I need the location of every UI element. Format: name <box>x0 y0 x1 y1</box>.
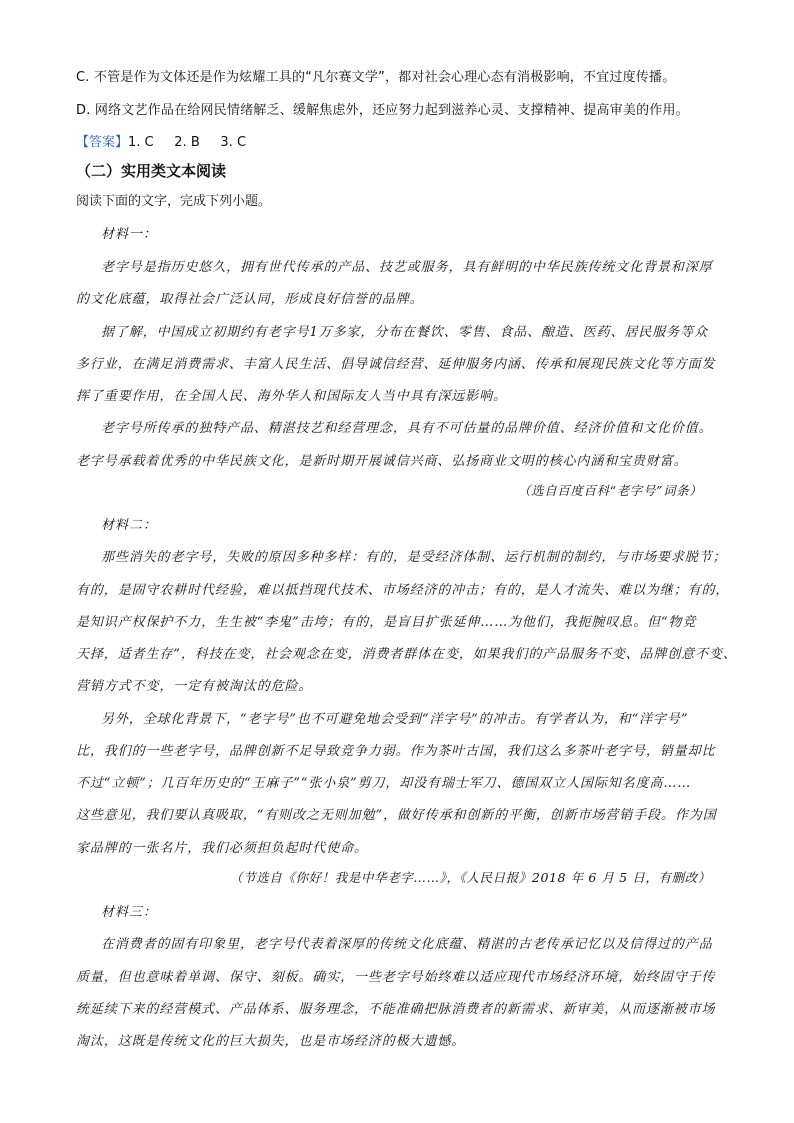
material1-line: 挥了重要作用，在全国人民、海外华人和国际友人当中具有深远影响。 <box>76 389 507 404</box>
material1-line: 老字号是指历史悠久，拥有世代传承的产品、技艺或服务，具有鲜明的中华民族传统文化背景和深厚 <box>101 260 713 275</box>
material3-line: 质量，但也意味着单调、保守、刻板。确实，一些老字号始终难以适应现代市场经济环境，始终固守于传 <box>76 970 716 985</box>
material2-line: 这些意见，我们要认真吸取，“有则改之无则加勉”，做好传承和创新的平衡，创新市场营销手段。作为国 <box>76 808 717 823</box>
material2-line: 比，我们的一些老字号，品牌创新不足导致竞争力弱。作为茶叶古国，我们这么多茶叶老字号，销量却比 <box>76 744 716 759</box>
material2-line: 那些消失的老字号，失败的原因多种多样：有的，是受经济体制、运行机制的制约，与市场要求脱节； <box>101 550 727 565</box>
material3-line: 在消费者的固有印象里，老字号代表着深厚的传统文化底蕴、精湛的古老传承记忆以及信得过的产品 <box>101 937 713 952</box>
section-title: （二）实用类文本阅读 <box>76 162 227 180</box>
material3-label: 材料三： <box>101 905 158 920</box>
material3-line: 统延续下来的经营模式、产品体系、服务理念，不能准确把脉消费者的新需求、新审美，从而逐渐被市场 <box>76 1002 716 1017</box>
material2-line: 家品牌的一张名片，我们必须担负起时代使命。 <box>76 841 368 856</box>
material2-source: （节选自《你好！我是中华老字……》，《人民日报》2018 年 6 月 5 日，有删改） <box>230 870 711 885</box>
material2-line: 另外，全球化背景下，“老字号”也不可避免地会受到“洋字号”的冲击。有学者认为，和“洋字号” <box>101 712 689 727</box>
material2-line: 不过“立顿”；几百年历史的“王麻子”“张小泉”剪刀，却没有瑞士军刀、德国双立人国际知名度高…… <box>76 776 692 791</box>
material2-line: 是知识产权保护不力，生生被“李鬼”击垮；有的，是盲目扩张延伸……为他们，我扼腕叹息。但“物竞 <box>76 615 697 630</box>
material2-line: 天择，适者生存”，科技在变，社会观念在变，消费者群体在变，如果我们的产品服务不变、品牌创意不变、 <box>76 647 737 662</box>
material3-line: 淘汰，这既是传统文化的巨大损失，也是市场经济的极大遗憾。 <box>76 1034 466 1049</box>
answer-line <box>76 131 246 150</box>
material1-line: 据了解，中国成立初期约有老字号1万多家，分布在餐饮、零售、食品、酿造、医药、居民服务等众 <box>101 325 708 340</box>
section-intro: 阅读下面的文字，完成下列小题。 <box>76 194 272 209</box>
material1-line: 老字号所传承的独特产品、精湛技艺和经营理念，具有不可估量的品牌价值、经济价值和文化价值。 <box>101 421 713 436</box>
material2-line: 有的，是固守农耕时代经验，难以抵挡现代技术、市场经济的冲击；有的，是人才流失、难以为继；有的， <box>76 583 730 598</box>
material2-line: 营销方式不变，一定有被淘汰的危险。 <box>76 679 313 694</box>
option-d: D. 网络文艺作品在给网民情绪解乏、缓解焦虑外，还应努力起到滋养心灵、支撑精神、提高审美的作用。 <box>76 103 689 118</box>
material1-label: 材料一： <box>101 227 158 242</box>
material1-line: 的文化底蕴，取得社会广泛认同，形成良好信誉的品牌。 <box>76 292 424 307</box>
answer-text: 1. C 2. B 3. C <box>128 135 247 150</box>
material1-source: （选自百度百科“老字号”词条） <box>518 483 703 498</box>
material1-line: 老字号承载着优秀的中华民族文化，是新时期开展诚信兴商、弘扬商业文明的核心内涵和宝贵财富。 <box>76 454 688 469</box>
material1-line: 多行业，在满足消费需求、丰富人民生活、倡导诚信经营、延伸服务内涵、传承和展现民族文化等方面发 <box>76 357 716 372</box>
option-c: C. 不管是作为文体还是作为炫耀工具的“凡尔赛文学”，都对社会心理心态有消极影响，不宜过度传播。 <box>76 70 676 85</box>
answer-tag: 【答案】 <box>76 135 129 150</box>
material2-label: 材料二： <box>101 518 158 533</box>
